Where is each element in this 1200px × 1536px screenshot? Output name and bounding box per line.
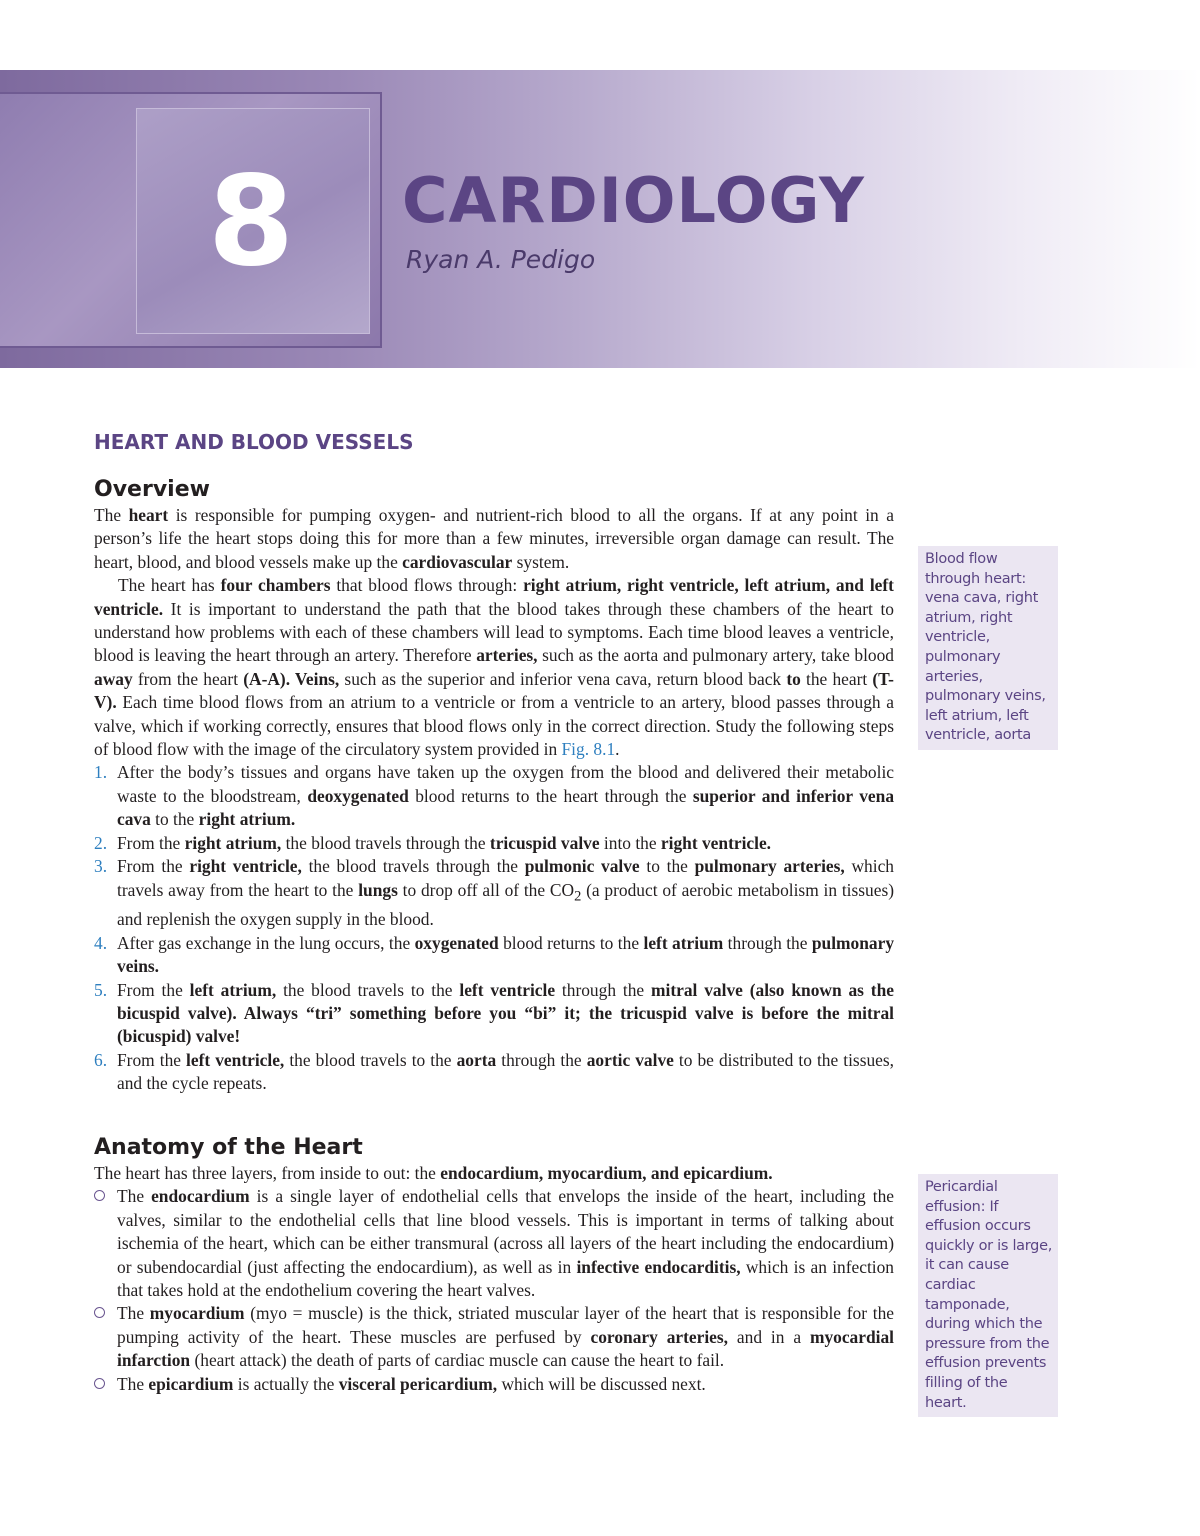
heart-layer-item [94, 1185, 894, 1302]
bold-term: pulmonary arteries, [694, 856, 845, 877]
bold-term: epicardium [148, 1373, 234, 1394]
step-number: 6. [94, 1049, 108, 1070]
bold-term: endocardium [151, 1186, 250, 1207]
bold-term: right atrium. [198, 809, 296, 830]
bold-term: tricuspid valve [489, 832, 600, 853]
overview-body [94, 504, 894, 1096]
circle-bullet-icon [94, 1307, 105, 1318]
bold-term: left ventricle, [186, 1049, 285, 1070]
bold-term: cardiovascular [402, 551, 513, 572]
chapter-author: Ryan A. Pedigo [406, 245, 596, 274]
bold-term: four chambers [220, 575, 331, 596]
overview-heading: Overview [94, 477, 210, 502]
blood-flow-steps [94, 761, 894, 1095]
step-number: 4. [94, 932, 108, 953]
bold-term: visceral pericardium, [338, 1373, 498, 1394]
section-heading: HEART AND BLOOD VESSELS [94, 430, 414, 454]
step-number: 3. [94, 856, 108, 877]
bold-term: coronary arteries, [590, 1326, 729, 1347]
bold-term: arteries, [476, 645, 538, 666]
bold-term: endocardium, myocardium, and epicardium. [440, 1163, 773, 1183]
heart-layer-item [94, 1373, 894, 1396]
heart-layers-list [94, 1185, 894, 1396]
bold-term: heart [128, 505, 169, 525]
bold-term: aorta [456, 1049, 497, 1070]
bold-term: left atrium, [189, 979, 277, 1000]
bold-term: mitral valve (also known as the bicuspid valve). Always “tri” something before you “bi” it; the tricuspid valve is before the mitral (bicuspid) valve! [117, 979, 894, 1047]
bold-term: right atrium, [184, 832, 282, 853]
step-number: 2. [94, 832, 108, 853]
bold-term: deoxygenated [307, 785, 409, 806]
blood-flow-step [94, 979, 894, 1049]
bold-term: right ventricle. [660, 832, 772, 853]
subscript: 2 [574, 887, 582, 904]
bold-term: right ventricle, [189, 856, 302, 877]
circle-bullet-icon [94, 1378, 105, 1389]
blood-flow-step [94, 932, 894, 979]
bold-term: oxygenated [414, 932, 499, 953]
step-text: From the right ventricle, the blood travels through the pulmonic valve to the pulmonary arteries, which travels away from the heart to the lungs to drop off all of the $CO_2$ (a product of aerobic metabolism in tissues) and replenish the oxygen supply in the blood. [117, 856, 895, 930]
anatomy-intro: The heart has three layers, from inside to out: the endocardium, myocardium, and epicardium. [94, 1163, 773, 1183]
sidenote-blood-flow: Blood flow through heart: vena cava, right atrium, right ventricle, pulmonary arteries, pulmonary veins, left atrium, left ventricle, aorta [918, 546, 1058, 750]
step-text: After gas exchange in the lung occurs, the oxygenated blood returns to the left atrium through the pulmonary veins. [117, 932, 895, 977]
anatomy-heading: Anatomy of the Heart [94, 1135, 363, 1160]
sidenote-pericardial-effusion: Pericardial effusion: If effusion occurs quickly or is large, it can cause cardiac tamponade, during which the pressure from the effusion prevents filling of the heart. [918, 1174, 1058, 1417]
step-text: From the right atrium, the blood travels through the tricuspid valve into the right ventricle. [117, 832, 772, 853]
chapter-number-box [0, 92, 382, 348]
blood-flow-step [94, 1049, 894, 1096]
heart-layer-text: The myocardium (myo = muscle) is the thick, striated muscular layer of the heart that is responsible for the pumping activity of the heart. These muscles are perfused by coronary arteries, and in a myocardial infarction (heart attack) the death of parts of cardiac muscle can cause the heart to fail. [117, 1303, 895, 1371]
figure-reference-link[interactable]: Fig. 8.1 [561, 739, 616, 760]
blood-flow-step [94, 855, 894, 932]
circle-bullet-icon [94, 1190, 105, 1201]
heart-layer-text: The endocardium is a single layer of endothelial cells that envelops the inside of the heart, including the valves, similar to the endothelial cells that line blood vessels. This is important in terms of talking about ischemia of the heart, which can be either transmural (across all layers of the heart including the endocardium) or subendocardial (just affecting the endocardium), as well as in infective endocarditis, which is an infection that takes hold at the endothelium covering the heart valves. [117, 1186, 894, 1301]
chapter-number: 8 [207, 150, 295, 294]
anatomy-body [94, 1162, 894, 1396]
blood-flow-step [94, 832, 894, 855]
heart-layer-text: The epicardium is actually the visceral pericardium, which will be discussed next. [117, 1373, 706, 1394]
step-text: From the left ventricle, the blood travels to the aorta through the aortic valve to be distributed to the tissues, and the cycle repeats. [117, 1049, 895, 1094]
bold-term: right atrium, right ventricle, left atrium, and left ventricle. [94, 575, 894, 619]
bold-term: aortic valve [586, 1049, 674, 1070]
bold-term: left ventricle [459, 979, 556, 1000]
bold-term: (A-A). Veins, [243, 668, 340, 689]
overview-paragraph-2: The heart has four chambers that blood flows through: right atrium, right ventricle, left atrium, and left ventricle. It is important to understand the path that the blood takes through these chambers of the heart to understand how problems with each of these chambers will lead to symptoms. Each time blood leaves a ventricle, blood is leaving the heart through an artery. Therefore arteries, such as the aorta and pulmonary artery, take blood away from the heart (A-A). Veins, such as the superior and inferior vena cava, return blood back to the heart (T-V). Each time blood flows from an atrium to a ventricle or from a ventricle to an artery, blood passes through a valve, which if working correctly, ensures that blood flows only in the correct direction. Study the following steps of blood flow with the image of the circulatory system provided in Fig. 8.1. [94, 575, 894, 760]
heart-layer-item [94, 1302, 894, 1372]
bold-term: to [786, 668, 801, 689]
step-text: After the body’s tissues and organs have taken up the oxygen from the blood and delivered their metabolic waste to the bloodstream, deoxygenated blood returns to the heart through the superior and inferior vena cava to the right atrium. [117, 762, 895, 830]
step-number: 5. [94, 979, 108, 1000]
overview-paragraph-1: The heart is responsible for pumping oxygen- and nutrient-rich blood to all the organs. If at any point in a person’s life the heart stops doing this for more than a few minutes, irreversible organ damage can result. The heart, blood, and blood vessels make up the cardiovascular system. [94, 505, 894, 572]
step-text: From the left atrium, the blood travels to the left ventricle through the mitral valve (also known as the bicuspid valve). Always “tri” something before you “bi” it; the tricuspid valve is before the mitral (bicuspid) valve! [117, 979, 894, 1047]
bold-term: left atrium [643, 932, 724, 953]
bold-term: (T-V). [94, 668, 894, 713]
bold-term: away [94, 668, 133, 689]
bold-term: infective endocarditis, [576, 1256, 741, 1277]
bold-term: myocardium [149, 1303, 245, 1324]
step-number: 1. [94, 762, 108, 783]
bold-term: pulmonary veins. [117, 932, 895, 977]
chapter-title: CARDIOLOGY [402, 164, 865, 237]
bold-term: pulmonic valve [524, 856, 640, 877]
blood-flow-step [94, 761, 894, 831]
bold-term: myocardial infarction [117, 1326, 894, 1371]
bold-term: lungs [358, 879, 398, 900]
bold-term: superior and inferior vena cava [117, 785, 895, 830]
